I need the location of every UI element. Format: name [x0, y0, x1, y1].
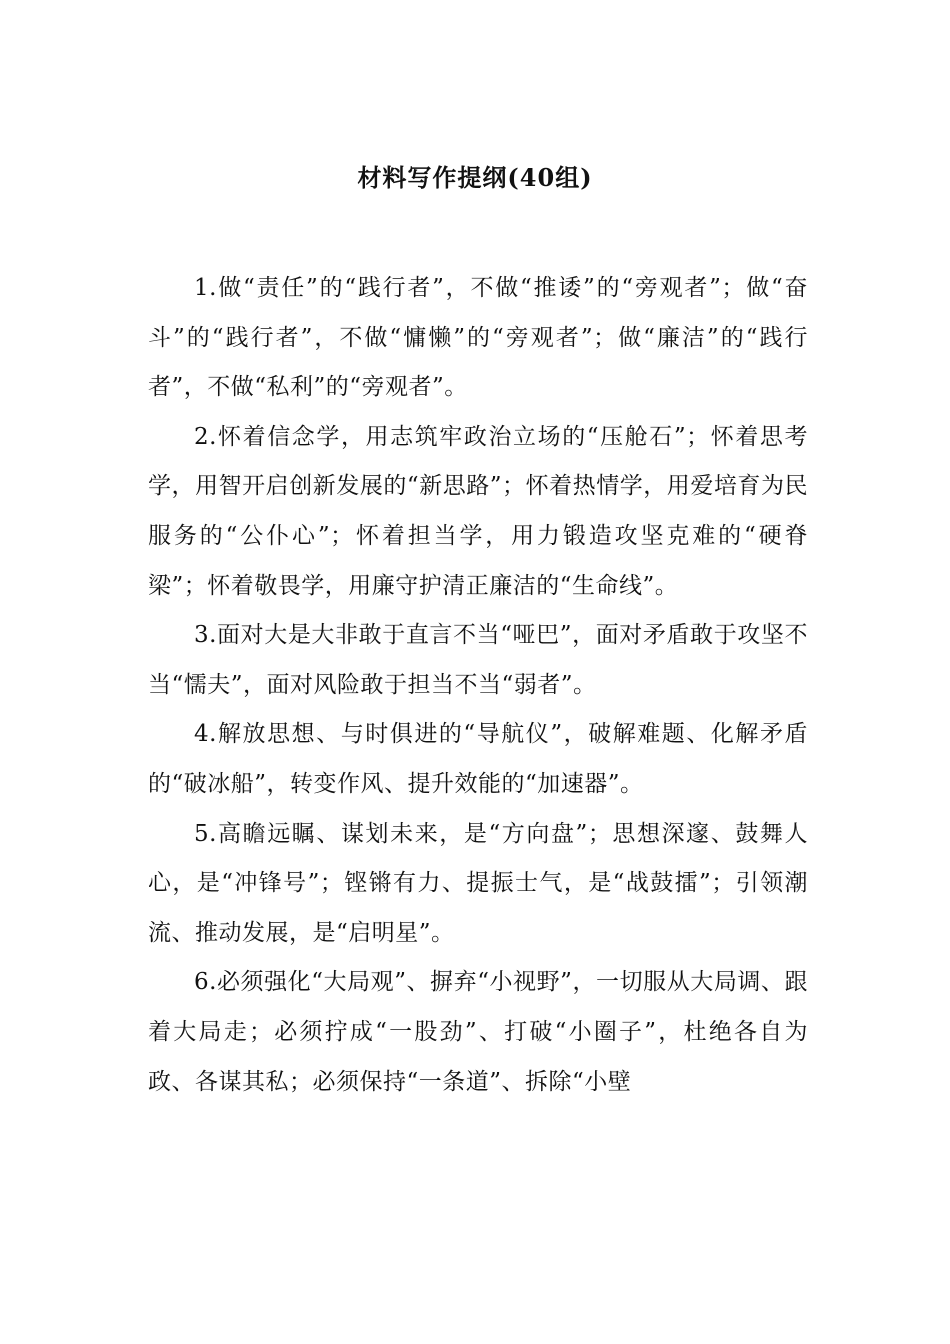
paragraph-3: 3.面对大是大非敢于直言不当“哑巴”，面对矛盾敢于攻坚不当“懦夫”，面对风险敢于担当不当“弱者”。	[148, 622, 808, 698]
paragraph-6: 6.必须强化“大局观”、摒弃“小视野”，一切服从大局调、跟着大局走；必须拧成“一股劲”、打破“小圈子”，杜绝各自为政、各谋其私；必须保持“一条道”、拆除“小壁	[148, 969, 808, 1095]
paragraph-4: 4.解放思想、与时俱进的“导航仪”，破解难题、化解矛盾的“破冰船”，转变作风、提升效能的“加速器”。	[148, 721, 808, 797]
document-body	[148, 264, 808, 1107]
document-title: 材料写作提纲(40组)	[357, 163, 593, 192]
paragraph-1: 1.做“责任”的“践行者”，不做“推诿”的“旁观者”；做“奋斗”的“践行者”，不做“慵懒”的“旁观者”；做“廉洁”的“践行者”，不做“私利”的“旁观者”。	[148, 275, 808, 401]
paragraph-2: 2.怀着信念学，用志筑牢政治立场的“压舱石”；怀着思考学，用智开启创新发展的“新思路”；怀着热情学，用爱培育为民服务的“公仆心”；怀着担当学，用力锻造攻坚克难的“硬脊梁”；怀着敬畏学，用廉守护清正廉洁的“生命线”。	[148, 423, 808, 599]
paragraph-5: 5.高瞻远瞩、谋划未来，是“方向盘”；思想深邃、鼓舞人心，是“冲锋号”；铿锵有力、提振士气，是“战鼓擂”；引领潮流、推动发展，是“启明星”。	[148, 820, 808, 946]
